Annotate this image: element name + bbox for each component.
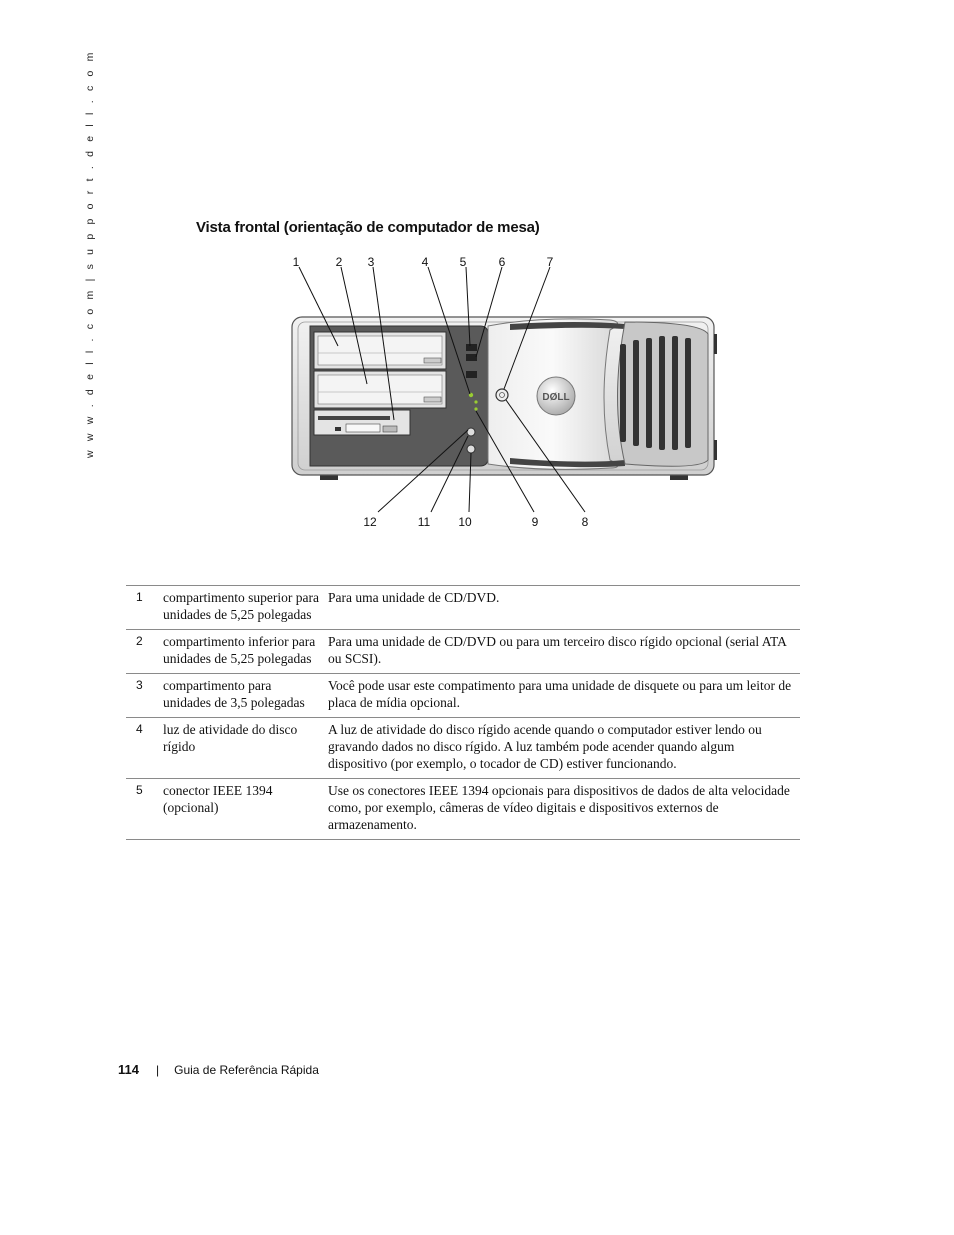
vent-slot-2 (633, 340, 639, 446)
row-item: luz de atividade do disco rígido (163, 718, 328, 779)
row-number: 1 (126, 586, 163, 630)
callout-6: 6 (498, 255, 506, 269)
section-title: Vista frontal (orientação de computador de mesa) (196, 219, 540, 236)
callout-4: 4 (421, 255, 429, 269)
callout-12: 12 (363, 515, 377, 529)
power-button (496, 389, 508, 401)
computer-front-view-figure (280, 250, 730, 540)
callout-8: 8 (581, 515, 589, 529)
row-description: Você pode usar este compatimento para uma unidade de disquete ou para um leitor de placa de mídia opcional. (328, 674, 800, 718)
floppy-label (346, 424, 380, 432)
row-number: 4 (126, 718, 163, 779)
row-item: compartimento superior para unidades de 5,25 polegadas (163, 586, 328, 630)
row-description: Use os conectores IEEE 1394 opcionais para dispositivos de dados de alta velocidade como, por exemplo, câmeras de vídeo digitais e dispositivos externos de armazenamento. (328, 779, 800, 840)
bottom-525-eject-button (424, 397, 441, 402)
floppy-led (335, 427, 341, 431)
page-footer (118, 1062, 319, 1077)
table-row (126, 674, 800, 718)
row-description: A luz de atividade do disco rígido acende quando o computador estiver lendo ou gravando dados no disco rígido. A luz também pode acender quando algum dispositivo (por exemplo, o tocador de CD) estiver funcionando. (328, 718, 800, 779)
component-table (126, 585, 800, 840)
callout-3: 3 (367, 255, 375, 269)
top-525-bay-face (318, 336, 442, 365)
diag-light-b (474, 407, 477, 410)
page-number: 114 (118, 1062, 139, 1077)
row-description: Para uma unidade de CD/DVD. (328, 586, 800, 630)
row-item: compartimento para unidades de 3,5 polegadas (163, 674, 328, 718)
row-number: 3 (126, 674, 163, 718)
ieee1394-port (466, 371, 477, 378)
floppy-eject-button (383, 426, 397, 432)
row-item: compartimento inferior para unidades de 5,25 polegadas (163, 630, 328, 674)
table-row (126, 718, 800, 779)
callout-11: 11 (417, 515, 431, 529)
document-title: Guia de Referência Rápida (174, 1063, 319, 1077)
side-handle-bottom (714, 440, 717, 460)
side-url: w w w . d e l l . c o m | s u p p o r t . d e l l . c o m (84, 49, 96, 458)
callout-5: 5 (459, 255, 467, 269)
vent-slot-4 (659, 336, 665, 450)
floppy-slot (318, 416, 390, 420)
callout-2: 2 (335, 255, 343, 269)
table-row (126, 779, 800, 840)
footer-separator: | (155, 1063, 160, 1077)
row-description: Para uma unidade de CD/DVD ou para um terceiro disco rígido opcional (serial ATA ou SCSI). (328, 630, 800, 674)
table-row (126, 630, 800, 674)
row-item: conector IEEE 1394 (opcional) (163, 779, 328, 840)
callout-1: 1 (292, 255, 300, 269)
row-number: 2 (126, 630, 163, 674)
usb-port-1 (466, 344, 477, 351)
microphone-jack (467, 445, 475, 453)
callout-10: 10 (458, 515, 472, 529)
callout-7: 7 (546, 255, 554, 269)
row-number: 5 (126, 779, 163, 840)
table-row (126, 586, 800, 630)
vent-slot-3 (646, 338, 652, 448)
side-handle-top (714, 334, 717, 354)
computer-front-illustration (280, 250, 730, 540)
bottom-525-bay-face (318, 375, 442, 404)
headphone-jack (467, 428, 475, 436)
callout-9: 9 (531, 515, 539, 529)
diag-light-a (474, 400, 477, 403)
vent-slot-6 (685, 338, 691, 448)
vent-slot-5 (672, 336, 678, 450)
dell-logo-text: DØLL (542, 392, 570, 403)
top-525-eject-button (424, 358, 441, 363)
vent-slot-1 (620, 344, 626, 442)
usb-port-2 (466, 354, 477, 361)
